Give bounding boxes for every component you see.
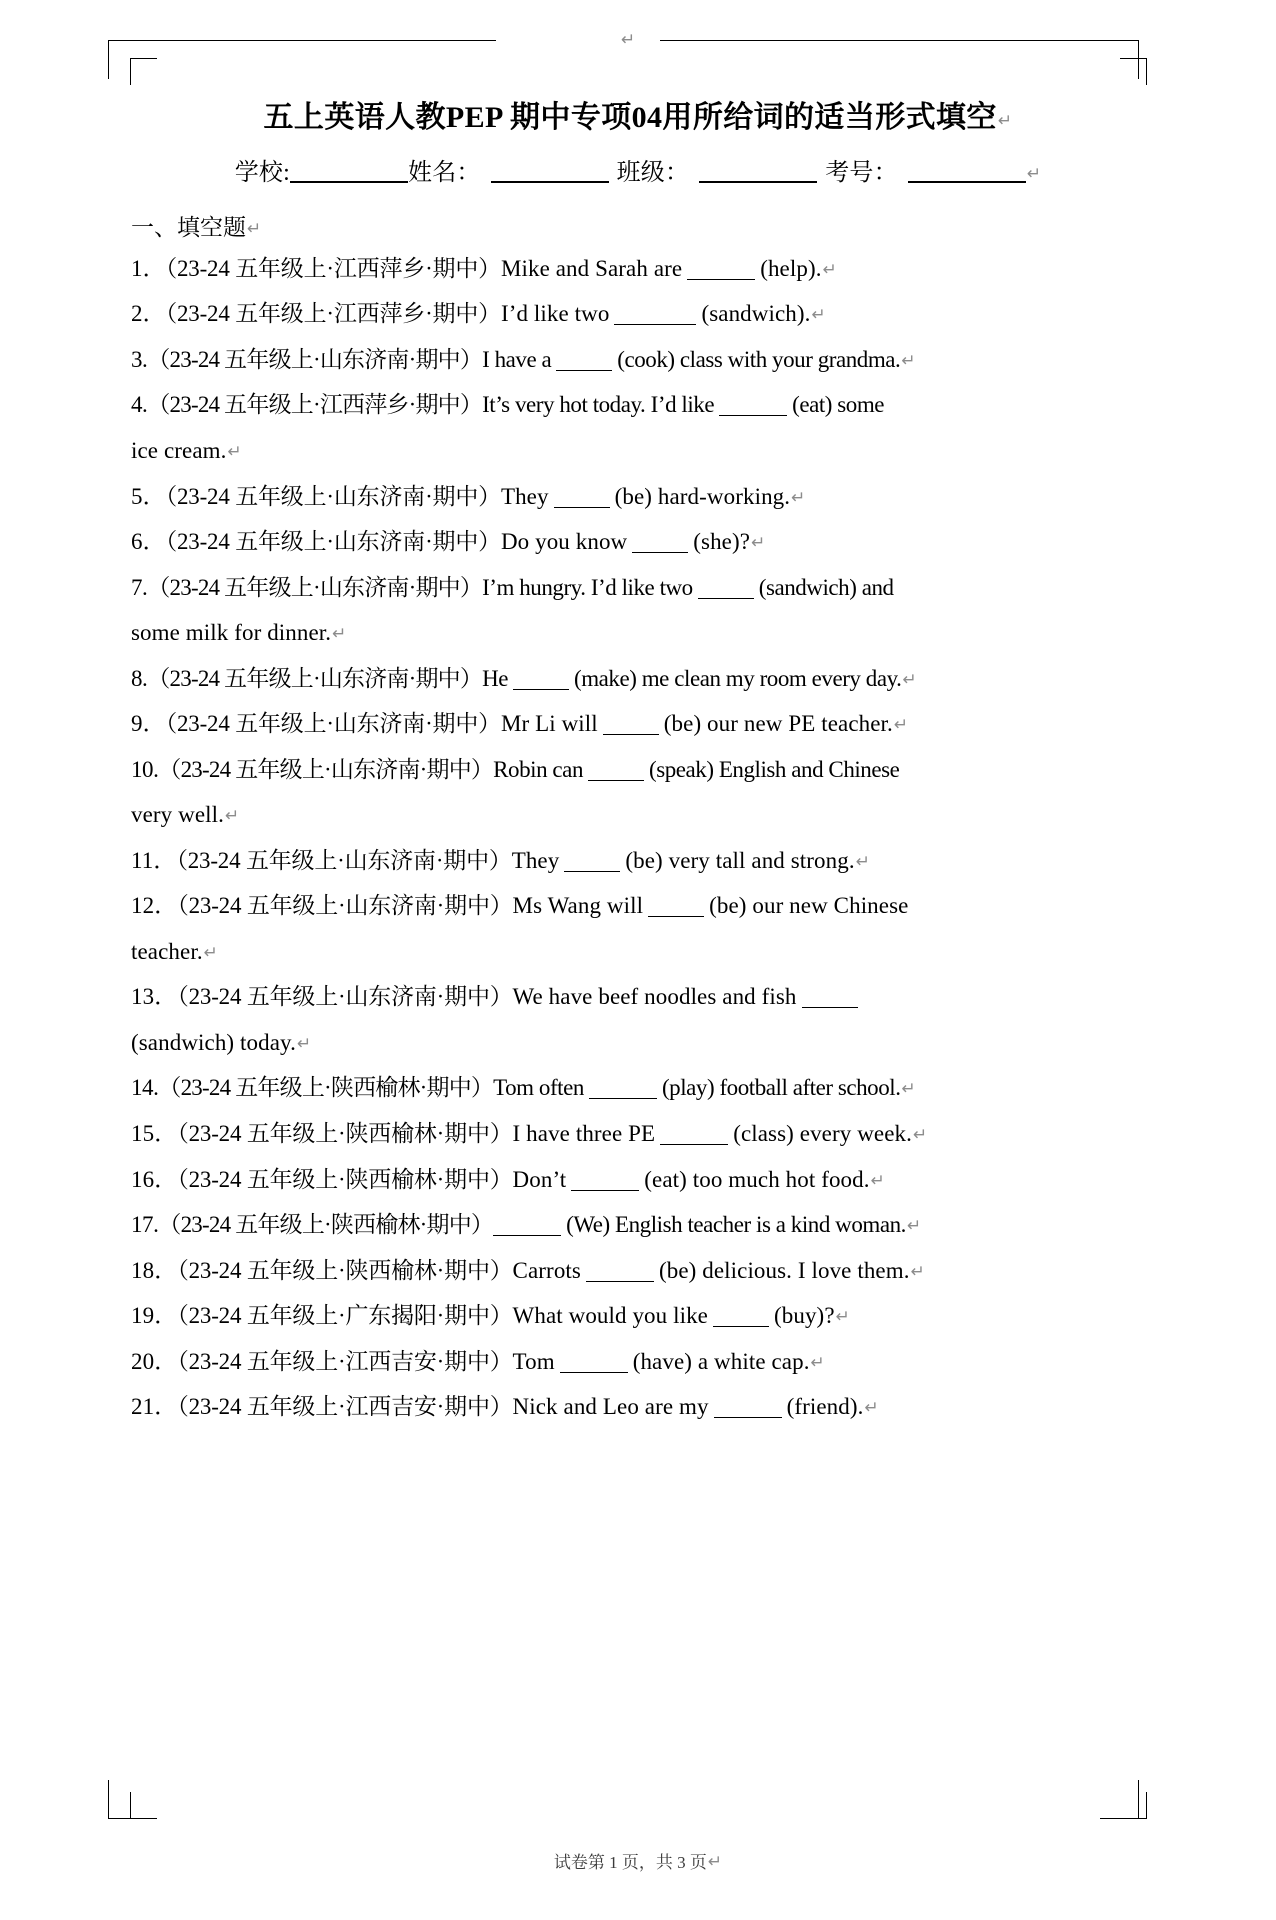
question-number: 6． [131, 529, 166, 555]
line-return-mark: ↵ [901, 350, 916, 371]
question-text-post: (play) football after school. [661, 1075, 901, 1101]
document-body [131, 98, 1145, 1430]
question-text-post: (help). [760, 255, 822, 281]
question-number: 20． [131, 1348, 178, 1374]
question-number: 16． [131, 1166, 178, 1192]
question-source: （23-24 五年级上·江西萍乡·期中） [147, 392, 483, 418]
title-return-mark: ↵ [997, 111, 1013, 131]
question-source: （23-24 五年级上·山东济南·期中） [176, 847, 512, 873]
question-text-post: (be) our new PE teacher. [663, 711, 893, 737]
question-source: （23-24 五年级上·陕西榆林·期中） [177, 1257, 513, 1283]
inner-crop-mark-top-left [130, 58, 157, 85]
answer-blank[interactable] [648, 916, 704, 917]
line-return-mark: ↵ [906, 1216, 921, 1237]
question-source: （23-24 五年级上·山东济南·期中） [158, 756, 494, 782]
question-text-post: (We) English teacher is a kind woman. [566, 1212, 906, 1238]
line-return-mark: ↵ [227, 442, 242, 463]
question-text-post: (friend). [786, 1394, 864, 1420]
question-text-post: (be) our new Chinese [709, 893, 909, 919]
school-label: 学校: [234, 160, 290, 186]
question-text-tail: ice cream. [131, 438, 227, 464]
question-item [131, 474, 1145, 520]
line-return-mark: ↵ [901, 1079, 916, 1100]
question-text-pre: They [511, 847, 560, 873]
question-text-pre: Tom [512, 1348, 555, 1374]
school-input[interactable] [290, 181, 408, 183]
question-source: （23-24 五年级上·山东济南·期中） [165, 711, 501, 737]
inner-crop-mark-top-right [1120, 58, 1147, 85]
answer-blank[interactable] [554, 507, 610, 508]
line-return-mark: ↵ [297, 1033, 312, 1054]
question-number: 21． [131, 1394, 178, 1420]
question-number: 7. [131, 574, 148, 600]
answer-blank[interactable] [687, 279, 755, 280]
question-source: （23-24 五年级上·陕西榆林·期中） [158, 1075, 494, 1101]
question-number: 17. [131, 1212, 159, 1238]
question-text-pre: I’m hungry. I’d like two [482, 574, 693, 600]
line-return-mark: ↵ [811, 305, 826, 326]
question-text-pre: Tom often [493, 1075, 584, 1101]
question-continuation [131, 929, 1145, 975]
question-text-tail: very well. [131, 802, 224, 828]
answer-blank[interactable] [603, 734, 659, 735]
question-text-post: (be) delicious. I love them. [658, 1257, 910, 1283]
question-text-pre: I’d like two [500, 301, 610, 327]
question-source: （23-24 五年级上·广东揭阳·期中） [177, 1303, 513, 1329]
question-item [131, 337, 1145, 383]
header-rule-right [660, 40, 1100, 41]
question-source: （23-24 五年级上·山东济南·期中） [165, 483, 501, 509]
answer-blank[interactable] [660, 1144, 728, 1145]
section-heading [131, 211, 1145, 246]
question-text-post: (she)? [693, 529, 751, 555]
line-return-mark: ↵ [870, 1170, 885, 1191]
question-number: 3. [131, 346, 148, 372]
answer-blank[interactable] [513, 689, 569, 690]
question-text-pre: What would you like [512, 1303, 708, 1329]
inner-crop-mark-bottom-left [130, 1792, 157, 1819]
question-number: 1． [131, 255, 166, 281]
header-return-mark: ↵ [621, 30, 636, 50]
line-return-mark: ↵ [912, 1124, 928, 1145]
question-text-pre: They [500, 483, 549, 509]
question-source: （23-24 五年级上·江西吉安·期中） [177, 1394, 513, 1420]
question-text-pre: Mike and Sarah are [500, 255, 683, 281]
answer-blank[interactable] [698, 598, 754, 599]
question-text-pre: Don’t [512, 1166, 567, 1192]
line-return-mark: ↵ [822, 259, 837, 280]
question-text-pre: It’s very hot today. I’d like [482, 392, 715, 418]
question-item [131, 747, 1145, 793]
question-number: 14. [131, 1075, 159, 1101]
page-title [131, 98, 1145, 137]
question-source: （23-24 五年级上·陕西榆林·期中） [158, 1212, 494, 1238]
question-text-post: (speak) English and Chinese [649, 756, 900, 782]
page-number-text: 试卷第 1 页，共 3 页 [553, 1853, 707, 1872]
section-heading-text: 一、填空题 [131, 215, 246, 241]
question-item [131, 974, 1145, 1020]
question-number: 13． [131, 984, 178, 1010]
question-text-pre: I have three PE [512, 1120, 656, 1146]
exam-id-input[interactable] [908, 181, 1026, 183]
question-text-post: (sandwich) and [758, 574, 894, 600]
question-text-pre: We have beef noodles and fish [512, 984, 797, 1010]
line-return-mark: ↵ [224, 806, 240, 827]
footer-return-mark: ↵ [707, 1852, 723, 1872]
answer-blank[interactable] [714, 1417, 782, 1418]
question-source: （23-24 五年级上·江西吉安·期中） [177, 1348, 513, 1374]
question-text-tail: (sandwich) today. [131, 1029, 296, 1055]
question-source: （23-24 五年级上·山东济南·期中） [147, 574, 483, 600]
line-return-mark: ↵ [855, 851, 871, 872]
question-continuation [131, 610, 1145, 656]
name-label: 姓名： [408, 160, 481, 186]
question-number: 9． [131, 711, 166, 737]
answer-blank[interactable] [564, 871, 620, 872]
question-text-pre: Do you know [500, 529, 628, 555]
question-source: （23-24 五年级上·江西萍乡·期中） [165, 255, 501, 281]
question-source: （23-24 五年级上·山东济南·期中） [177, 984, 513, 1010]
answer-blank[interactable] [556, 370, 612, 371]
question-text-pre: I have a [482, 346, 552, 372]
answer-blank[interactable] [571, 1190, 639, 1191]
answer-blank[interactable] [632, 552, 688, 553]
question-text-post: (make) me clean my room every day. [574, 665, 902, 691]
question-source: （23-24 五年级上·山东济南·期中） [177, 893, 513, 919]
question-number: 5． [131, 483, 166, 509]
question-text-pre: Ms Wang will [512, 893, 644, 919]
question-text-post: (be) very tall and strong. [625, 847, 855, 873]
question-text-pre: He [482, 665, 509, 691]
question-number: 8. [131, 665, 148, 691]
question-source: （23-24 五年级上·江西萍乡·期中） [165, 301, 501, 327]
line-return-mark: ↵ [810, 1352, 825, 1373]
line-return-mark: ↵ [835, 1307, 850, 1328]
question-text-post: (cook) class with your grandma. [617, 346, 901, 372]
question-item [131, 519, 1145, 565]
question-item [131, 701, 1145, 747]
question-item [131, 1202, 1145, 1248]
question-item [131, 656, 1145, 702]
question-text-post: (eat) some [792, 392, 885, 418]
question-number: 4. [131, 392, 148, 418]
answer-blank[interactable] [586, 1281, 654, 1282]
question-text-post: (have) a white cap. [632, 1348, 810, 1374]
answer-blank[interactable] [713, 1326, 769, 1327]
question-continuation [131, 428, 1145, 474]
question-text-pre: Robin can [493, 756, 583, 782]
question-item [131, 838, 1145, 884]
name-input[interactable] [491, 181, 609, 183]
question-text-pre: Mr Li will [500, 711, 598, 737]
question-number: 2． [131, 301, 166, 327]
question-item [131, 1157, 1145, 1203]
answer-blank[interactable] [588, 780, 644, 781]
question-item [131, 1065, 1145, 1111]
question-number: 18． [131, 1257, 178, 1283]
question-continuation [131, 792, 1145, 838]
inner-crop-mark-bottom-right [1120, 1792, 1147, 1819]
page-title-text: 五上英语人教PEP 期中专项04用所给词的适当形式填空 [263, 101, 997, 134]
question-text-pre: Carrots [512, 1257, 581, 1283]
question-number: 19． [131, 1303, 178, 1329]
question-item [131, 382, 1145, 428]
question-text-pre: Nick and Leo are my [512, 1394, 709, 1420]
question-number: 12． [131, 893, 178, 919]
student-info-line [131, 157, 1145, 189]
question-number: 10. [131, 756, 159, 782]
question-item [131, 1339, 1145, 1385]
header-rule-left [146, 40, 496, 41]
question-source: （23-24 五年级上·陕西榆林·期中） [177, 1120, 513, 1146]
question-text-post: (class) every week. [733, 1120, 912, 1146]
question-number: 11． [131, 847, 177, 873]
question-item [131, 565, 1145, 611]
question-text-post: (buy)? [774, 1303, 835, 1329]
answer-blank[interactable] [719, 415, 787, 416]
question-text-post: (eat) too much hot food. [644, 1166, 870, 1192]
answer-blank[interactable] [614, 324, 696, 325]
answer-blank[interactable] [493, 1235, 561, 1236]
answer-blank[interactable] [560, 1372, 628, 1373]
question-source: （23-24 五年级上·山东济南·期中） [147, 665, 483, 691]
question-source: （23-24 五年级上·山东济南·期中） [147, 346, 483, 372]
class-label: 班级： [616, 160, 690, 186]
answer-blank[interactable] [802, 1007, 858, 1008]
line-return-mark: ↵ [902, 669, 917, 690]
question-text-post: (sandwich). [701, 301, 811, 327]
question-item [131, 1111, 1145, 1157]
question-number: 15． [131, 1120, 178, 1146]
question-item [131, 1248, 1145, 1294]
question-source: （23-24 五年级上·山东济南·期中） [165, 529, 501, 555]
page-footer [0, 1848, 1276, 1873]
class-input[interactable] [699, 181, 817, 183]
section-return-mark: ↵ [247, 219, 262, 240]
question-item [131, 883, 1145, 929]
line-return-mark: ↵ [332, 624, 347, 645]
question-source: （23-24 五年级上·陕西榆林·期中） [177, 1166, 513, 1192]
line-return-mark: ↵ [751, 533, 766, 554]
answer-blank[interactable] [589, 1098, 657, 1099]
question-text-tail: teacher. [131, 938, 203, 964]
question-item [131, 1293, 1145, 1339]
question-item [131, 1384, 1145, 1430]
line-return-mark: ↵ [864, 1398, 879, 1419]
question-continuation [131, 1020, 1145, 1066]
question-item [131, 246, 1145, 292]
info-return-mark: ↵ [1026, 164, 1042, 184]
question-text-post: (be) hard-working. [614, 483, 791, 509]
line-return-mark: ↵ [203, 942, 219, 963]
line-return-mark: ↵ [791, 487, 806, 508]
line-return-mark: ↵ [910, 1261, 925, 1282]
question-text-tail: some milk for dinner. [131, 620, 332, 646]
exam-id-label: 考号： [825, 160, 898, 186]
line-return-mark: ↵ [893, 715, 909, 736]
question-item [131, 291, 1145, 337]
